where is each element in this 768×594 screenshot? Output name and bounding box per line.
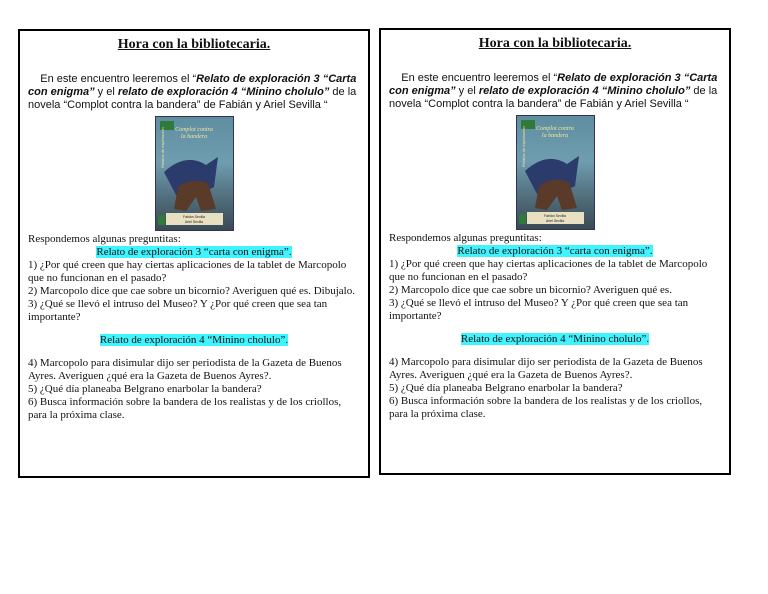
book-cover-art <box>517 116 594 229</box>
book-cover-image <box>155 116 234 231</box>
cover-spine-text: Relatos de exploración <box>159 127 165 168</box>
card-title: Hora con la bibliotecaria. <box>117 37 271 52</box>
question-item: 5) ¿Qué día planeaba Belgrano enarbolar la bandera? <box>389 382 623 394</box>
cover-author-line1: Fabián Sevilla <box>182 215 205 219</box>
cover-title-line2: la bandera <box>180 134 207 140</box>
question-item: 2) Marcopolo dice que cae sobre un bicornio? Averiguen qué es. Dibujalo. <box>28 285 355 297</box>
worksheet-card-right <box>379 28 731 475</box>
cover-author-line2: Ariel Sevilla <box>184 220 203 224</box>
cover-author-line2: Ariel Sevilla <box>545 219 564 223</box>
cover-spine-text: Relatos de exploración <box>520 126 526 167</box>
intro-paragraph: En este encuentro leeremos el “Relato de exploración 3 “Carta con enigma” y el relato de exploración 4 “Minino cholulo” de la novela “Complot contra la bandera” de Fabián y Ariel Sevilla “ <box>389 72 718 110</box>
book-cover-image <box>516 115 595 230</box>
intro-paragraph: En este encuentro leeremos el “Relato de exploración 3 “Carta con enigma” y el relato de exploración 4 “Minino cholulo” de la novela “Complot contra la bandera” de Fabián y Ariel Sevilla “ <box>28 73 357 111</box>
question-item: 4) Marcopolo para disimular dijo ser periodista de la Gazeta de Buenos Ayres. Averiguen ¿qué era la Gazeta de Buenos Ayres?. <box>28 357 342 382</box>
collection-logo <box>519 214 526 224</box>
section-heading-4: Relato de exploración 4 “Minino cholulo”. <box>99 334 289 346</box>
questions-label: Respondemos algunas preguntitas: <box>28 233 181 245</box>
question-item: 1) ¿Por qué creen que hay ciertas aplicaciones de la tablet de Marcopolo que no funcionan en el pasado? <box>28 259 347 284</box>
question-item: 4) Marcopolo para disimular dijo ser periodista de la Gazeta de Buenos Ayres. Averiguen ¿qué era la Gazeta de Buenos Ayres?. <box>389 356 703 381</box>
cover-author-line1: Fabián Sevilla <box>543 214 566 218</box>
section-heading-4: Relato de exploración 4 “Minino cholulo”. <box>460 333 650 345</box>
question-item: 6) Busca información sobre la bandera de los realistas y de los criollos, para la próxima clase. <box>389 395 703 420</box>
card-title: Hora con la bibliotecaria. <box>478 36 632 51</box>
cover-title-line1: Complot contra <box>535 126 574 132</box>
cover-title-line1: Complot contra <box>174 127 213 133</box>
book-cover-art <box>156 117 233 230</box>
question-item: 5) ¿Qué día planeaba Belgrano enarbolar la bandera? <box>28 383 262 395</box>
worksheet-card-left <box>18 29 370 478</box>
section-heading-3: Relato de exploración 3 “carta con enigma”. <box>457 245 653 257</box>
cover-title-line2: la bandera <box>541 133 568 139</box>
question-item: 3) ¿Qué se llevó el intruso del Museo? Y ¿Por qué creen que sea tan importante? <box>28 298 328 323</box>
collection-logo <box>158 215 165 225</box>
questions-label: Respondemos algunas preguntitas: <box>389 232 542 244</box>
question-item: 1) ¿Por qué creen que hay ciertas aplicaciones de la tablet de Marcopolo que no funcionan en el pasado? <box>389 258 708 283</box>
section-heading-3: Relato de exploración 3 “carta con enigma”. <box>96 246 292 258</box>
question-item: 2) Marcopolo dice que cae sobre un bicornio? Averiguen qué es. <box>389 284 672 296</box>
question-item: 3) ¿Qué se llevó el intruso del Museo? Y ¿Por qué creen que sea tan importante? <box>389 297 689 322</box>
question-item: 6) Busca información sobre la bandera de los realistas y de los criollos, para la próxima clase. <box>28 396 342 421</box>
